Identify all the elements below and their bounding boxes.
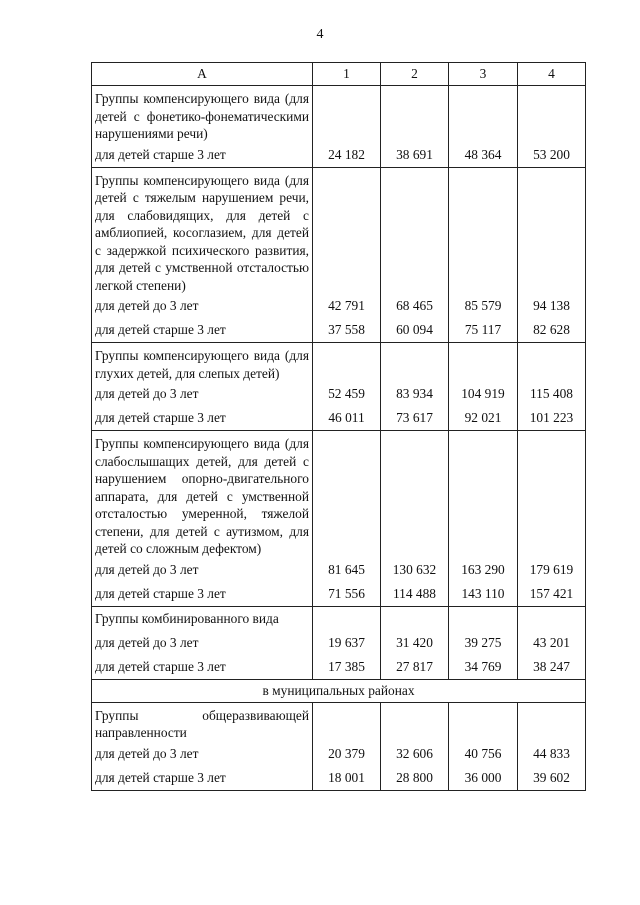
row-label: для детей старше 3 лет [92, 766, 313, 791]
table-row [92, 406, 586, 431]
value-cell: 52 459 [313, 382, 381, 406]
value-cell: 44 833 [518, 742, 586, 766]
value-cell: 130 632 [381, 558, 449, 582]
value-cell: 157 421 [518, 582, 586, 607]
row-label: для детей старше 3 лет [92, 143, 313, 168]
value-cell: 18 001 [313, 766, 381, 791]
value-cell: 32 606 [381, 742, 449, 766]
value-cell: 75 117 [449, 318, 518, 343]
value-cell: 82 628 [518, 318, 586, 343]
table-header-row [92, 63, 586, 86]
value-cell: 46 011 [313, 406, 381, 431]
value-cell: 83 934 [381, 382, 449, 406]
value-cell: 143 110 [449, 582, 518, 607]
row-label: для детей старше 3 лет [92, 406, 313, 431]
value-cell: 39 275 [449, 631, 518, 655]
value-cell: 81 645 [313, 558, 381, 582]
group-block [92, 606, 586, 679]
value-cell: 38 691 [381, 143, 449, 168]
table-row [92, 558, 586, 582]
group-block [92, 431, 586, 607]
row-label: для детей до 3 лет [92, 558, 313, 582]
value-cell: 163 290 [449, 558, 518, 582]
value-cell: 42 791 [313, 294, 381, 318]
value-cell: 36 000 [449, 766, 518, 791]
header-cell-2: 2 [381, 63, 449, 86]
value-cell: 114 488 [381, 582, 449, 607]
table-row [92, 294, 586, 318]
value-cell: 68 465 [381, 294, 449, 318]
value-cell: 73 617 [381, 406, 449, 431]
value-cell: 115 408 [518, 382, 586, 406]
value-cell: 40 756 [449, 742, 518, 766]
value-cell: 34 769 [449, 655, 518, 680]
group-title-row [92, 431, 586, 558]
header-cell-a: А [92, 63, 313, 86]
value-cell: 71 556 [313, 582, 381, 607]
header-cell-4: 4 [518, 63, 586, 86]
header-cell-3: 3 [449, 63, 518, 86]
table-row [92, 318, 586, 343]
value-cell: 19 637 [313, 631, 381, 655]
group-block [92, 167, 586, 343]
group-title: Группы компенсирующего вида (для слабослышащих детей, для детей с нарушением опорно-двигательного аппарата, для детей с умственной отсталостью умеренной, тяжелой степени, для детей с аутизмом, для детей со сложным дефектом) [92, 431, 313, 558]
value-cell: 17 385 [313, 655, 381, 680]
value-cell: 38 247 [518, 655, 586, 680]
table-row [92, 631, 586, 655]
table-row [92, 766, 586, 791]
cost-table [91, 62, 586, 791]
section-title: в муниципальных районах [92, 679, 586, 702]
table-row [92, 143, 586, 168]
section-row [92, 679, 586, 702]
value-cell: 94 138 [518, 294, 586, 318]
value-cell: 31 420 [381, 631, 449, 655]
value-cell: 28 800 [381, 766, 449, 791]
group-block [92, 86, 586, 168]
group-block [92, 343, 586, 431]
value-cell: 60 094 [381, 318, 449, 343]
header-cell-1: 1 [313, 63, 381, 86]
value-cell: 39 602 [518, 766, 586, 791]
group-block [92, 702, 586, 790]
row-label: для детей до 3 лет [92, 294, 313, 318]
group-title: Группы комбинированного вида [92, 606, 313, 631]
value-cell: 104 919 [449, 382, 518, 406]
group-title: Группы компенсирующего вида (для детей с фонетико-фонематическими нарушениями речи) [92, 86, 313, 143]
row-label: для детей старше 3 лет [92, 582, 313, 607]
table-row [92, 582, 586, 607]
group-title-row [92, 606, 586, 631]
group-title-row [92, 702, 586, 742]
value-cell: 27 817 [381, 655, 449, 680]
group-title-row [92, 167, 586, 294]
group-title: Группы компенсирующего вида (для глухих детей, для слепых детей) [92, 343, 313, 383]
group-title-row [92, 86, 586, 143]
row-label: для детей до 3 лет [92, 742, 313, 766]
row-label: для детей старше 3 лет [92, 318, 313, 343]
row-label: для детей до 3 лет [92, 631, 313, 655]
value-cell: 20 379 [313, 742, 381, 766]
value-cell: 101 223 [518, 406, 586, 431]
section-block [92, 679, 586, 702]
group-title-row [92, 343, 586, 383]
group-title: Группы компенсирующего вида (для детей с тяжелым нарушением речи, для слабовидящих, для детей с амблиопией, косоглазием, для детей с задержкой психического развития, для детей с умственной отсталостью легкой степени) [92, 167, 313, 294]
page-number: 4 [316, 27, 324, 42]
table-row [92, 382, 586, 406]
value-cell: 92 021 [449, 406, 518, 431]
value-cell: 48 364 [449, 143, 518, 168]
value-cell: 43 201 [518, 631, 586, 655]
group-title: Группы общеразвивающей направленности [92, 702, 313, 742]
value-cell: 179 619 [518, 558, 586, 582]
table-row [92, 742, 586, 766]
row-label: для детей старше 3 лет [92, 655, 313, 680]
value-cell: 85 579 [449, 294, 518, 318]
value-cell: 37 558 [313, 318, 381, 343]
value-cell: 53 200 [518, 143, 586, 168]
table-row [92, 655, 586, 680]
row-label: для детей до 3 лет [92, 382, 313, 406]
value-cell: 24 182 [313, 143, 381, 168]
